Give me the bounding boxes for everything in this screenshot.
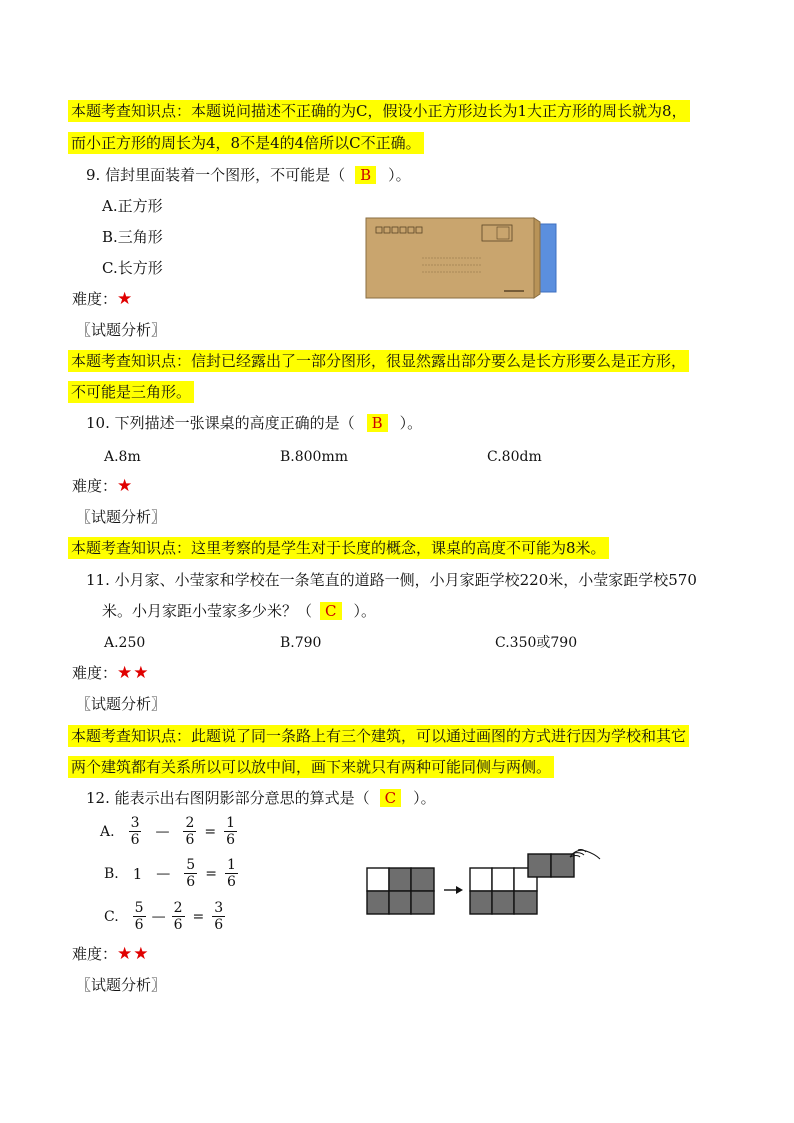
q11-stem-line1: 11. 小月家、小莹家和学校在一条笔直的道路一侧，小月家距学校220米，小莹家距学校570 — [86, 571, 697, 589]
star-icon: ★★ — [117, 944, 150, 964]
q10-option-c: C.80dm — [487, 449, 542, 465]
q10-stem: 10. 下列描述一张课桌的高度正确的是（ B ）。 — [86, 414, 423, 432]
lifted-squares — [528, 854, 574, 877]
q12-stem: 12. 能表示出右图阴影部分意思的算式是（ C ）。 — [86, 789, 436, 807]
prev-analysis-line1: 本题考查知识点：本题说问描述不正确的为C，假设小正方形边长为1大正方形的周长就为8， — [68, 100, 690, 122]
prev-analysis-line2: 而小正方形的周长为4，8不是4的4倍所以C不正确。 — [68, 132, 424, 154]
q11-analysis-title: 〖试题分析〗 — [76, 695, 167, 713]
envelope-illustration — [364, 214, 560, 302]
arrow-icon — [444, 886, 463, 894]
q12-option-a: A. $\frac{3}{6}$ — $\frac{2}{6}$ = $\frac{1}{6}$ — [100, 815, 236, 848]
envelope-flap — [534, 218, 540, 298]
q10-analysis-title: 〖试题分析〗 — [76, 508, 167, 526]
q11-option-a: A.250 — [104, 635, 146, 651]
q9-analysis-line1: 本题考查知识点：信封已经露出了一部分图形，很显然露出部分要么是长方形要么是正方形， — [68, 350, 689, 372]
q12-answer: C — [380, 789, 401, 807]
star-icon: ★ — [117, 289, 134, 309]
q9-stem: 9. 信封里面装着一个图形，不可能是（ B ）。 — [86, 166, 411, 184]
q9-option-b: B.三角形 — [102, 228, 163, 246]
star-icon: ★★ — [117, 663, 150, 683]
fraction-grid-diagram — [364, 845, 604, 917]
q10-option-b: B.800mm — [280, 449, 349, 465]
q11-option-c: C.350或790 — [495, 635, 578, 651]
q12-analysis-title: 〖试题分析〗 — [76, 976, 167, 994]
q9-option-c: C.长方形 — [102, 259, 163, 277]
q11-answer: C — [320, 602, 341, 620]
right-grid — [470, 868, 537, 914]
q11-stem-line2: 米。小月家距小莹家多少米？（ C ）。 — [102, 602, 377, 620]
q10-analysis-line1: 本题考查知识点：这里考察的是学生对于长度的概念，课桌的高度不可能为8米。 — [68, 537, 609, 559]
q11-analysis-line2: 两个建筑都有关系所以可以放中间，画下来就只有两种可能同侧与两侧。 — [68, 756, 554, 778]
q9-option-a: A.正方形 — [102, 197, 163, 215]
q10-option-a: A.8m — [104, 449, 141, 465]
q12-option-b: B. 1 — $\frac{5}{6}$ = $\frac{1}{6}$ — [104, 857, 236, 890]
q9-analysis-title: 〖试题分析〗 — [76, 321, 167, 339]
q12-option-c: C. $\frac{5}{6}$ — $\frac{2}{6}$ = $\frac{3}{6}$ — [104, 900, 224, 933]
left-grid — [367, 868, 434, 914]
q9-difficulty: 难度：★ — [72, 289, 134, 309]
q11-option-b: B.790 — [280, 635, 322, 651]
q10-answer: B — [367, 414, 388, 432]
q11-analysis-line1: 本题考查知识点：此题说了同一条路上有三个建筑，可以通过画图的方式进行因为学校和其它 — [68, 725, 689, 747]
star-icon: ★ — [117, 476, 134, 496]
q11-difficulty: 难度：★★ — [72, 663, 150, 683]
q9-analysis-line2: 不可能是三角形。 — [68, 381, 194, 403]
q10-difficulty: 难度：★ — [72, 476, 134, 496]
q9-answer: B — [355, 166, 376, 184]
q12-difficulty: 难度：★★ — [72, 944, 150, 964]
